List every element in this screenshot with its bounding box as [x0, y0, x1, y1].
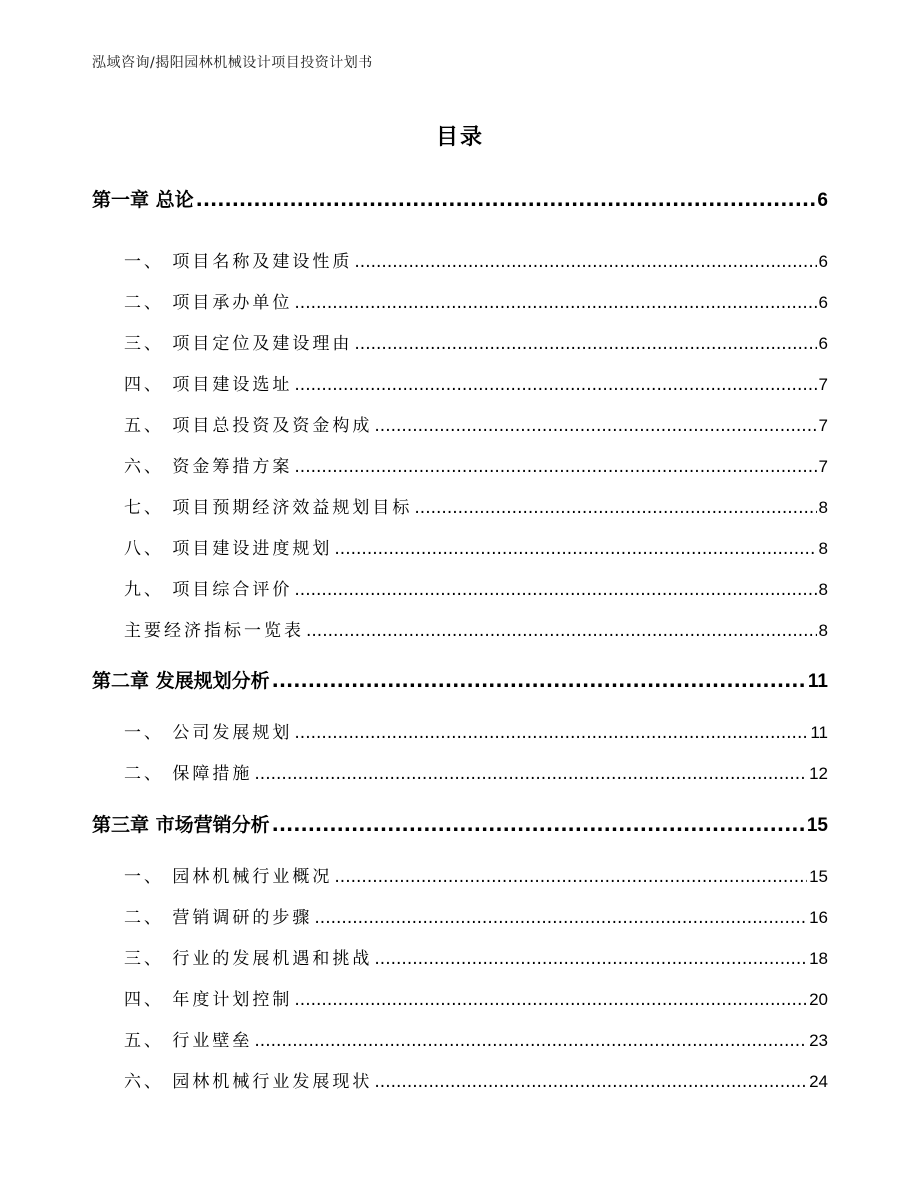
dot-leader — [272, 670, 806, 692]
toc-entry-page: 18 — [809, 949, 828, 968]
toc-entry-label: 一、 园林机械行业概况 — [124, 867, 333, 887]
toc-entry-label: 三、 行业的发展机遇和挑战 — [124, 949, 373, 969]
toc-entry-chapter-2[interactable] — [92, 666, 828, 693]
toc-entry-page: 23 — [809, 1031, 828, 1050]
toc-entry-label: 第三章 市场营销分析 — [92, 814, 270, 836]
toc-entry-page: 8 — [818, 498, 828, 517]
toc-entry-label: 一、 公司发展规划 — [124, 723, 293, 743]
toc-entry[interactable] — [124, 493, 828, 518]
toc-entry[interactable] — [124, 370, 828, 395]
dot-leader — [294, 580, 816, 600]
toc-entry-label: 二、 保障措施 — [124, 764, 253, 784]
toc-entry[interactable] — [124, 1026, 828, 1051]
dot-leader — [334, 539, 816, 559]
dot-leader — [294, 375, 816, 395]
toc-entry-label: 六、 资金筹措方案 — [124, 457, 293, 477]
toc-entry[interactable] — [124, 759, 828, 784]
toc-entry[interactable] — [124, 575, 828, 600]
toc-entry-page: 15 — [806, 815, 828, 836]
toc-entry-page: 16 — [809, 908, 828, 927]
toc-entry-label: 第二章 发展规划分析 — [92, 670, 270, 692]
toc-entry[interactable] — [124, 862, 828, 887]
toc-entry[interactable] — [124, 411, 828, 436]
toc-entry-page: 8 — [818, 539, 828, 558]
dot-leader — [294, 457, 816, 477]
dot-leader — [354, 334, 816, 354]
dot-leader — [272, 814, 805, 836]
running-header: 泓域咨询/揭阳园林机械设计项目投资计划书 — [92, 55, 373, 71]
dot-leader — [254, 1031, 807, 1051]
toc-entry-page: 20 — [809, 990, 828, 1009]
toc-entry-page: 7 — [818, 457, 828, 476]
toc-entry-label: 六、 园林机械行业发展现状 — [124, 1072, 373, 1092]
dot-leader — [254, 764, 807, 784]
dot-leader — [294, 723, 808, 743]
dot-leader — [294, 293, 816, 313]
toc-entry-page: 12 — [809, 764, 828, 783]
toc-entry[interactable] — [124, 616, 828, 641]
dot-leader — [374, 1072, 807, 1092]
toc-entry-page: 11 — [807, 671, 828, 692]
toc-entry[interactable] — [124, 985, 828, 1010]
toc-entry-label: 七、 项目预期经济效益规划目标 — [124, 498, 413, 518]
dot-leader — [294, 990, 807, 1010]
toc-entry-page: 6 — [818, 334, 828, 353]
toc-entry[interactable] — [124, 452, 828, 477]
toc-entry-page: 7 — [818, 375, 828, 394]
toc-entry-label: 主要经济指标一览表 — [124, 621, 304, 641]
toc-entry-page: 15 — [809, 867, 828, 886]
toc-entry-label: 五、 行业壁垒 — [124, 1031, 253, 1051]
toc-entry-page: 6 — [818, 252, 828, 271]
toc-entry-chapter-1[interactable] — [92, 185, 828, 212]
toc-entry-page: 11 — [810, 723, 828, 742]
toc-entry-label: 四、 项目建设选址 — [124, 375, 293, 395]
dot-leader — [354, 252, 816, 272]
dot-leader — [314, 908, 807, 928]
toc-entry[interactable] — [124, 944, 828, 969]
dot-leader — [306, 621, 817, 641]
toc-entry-page: 6 — [818, 293, 828, 312]
toc-entry-page: 8 — [818, 580, 828, 599]
toc-entry[interactable] — [124, 534, 828, 559]
toc-entry-page: 6 — [817, 190, 828, 211]
toc-entry-label: 一、 项目名称及建设性质 — [124, 252, 353, 272]
toc-entry[interactable] — [124, 288, 828, 313]
dot-leader — [196, 189, 816, 211]
toc-entry-chapter-3[interactable] — [92, 810, 828, 837]
toc-entry-label: 二、 营销调研的步骤 — [124, 908, 313, 928]
toc-entry-page: 8 — [818, 621, 828, 640]
dot-leader — [334, 867, 807, 887]
toc-entry-label: 八、 项目建设进度规划 — [124, 539, 333, 559]
toc-entry-label: 九、 项目综合评价 — [124, 580, 293, 600]
dot-leader — [414, 498, 816, 518]
toc-entry-page: 7 — [818, 416, 828, 435]
toc-entry-label: 五、 项目总投资及资金构成 — [124, 416, 373, 436]
toc-entry-label: 三、 项目定位及建设理由 — [124, 334, 353, 354]
page-title: 目录 — [435, 125, 484, 150]
toc-entry[interactable] — [124, 903, 828, 928]
toc-entry-label: 四、 年度计划控制 — [124, 990, 293, 1010]
dot-leader — [374, 416, 816, 436]
toc-entry-page: 24 — [809, 1072, 828, 1091]
toc-entry[interactable] — [124, 1067, 828, 1092]
toc-entry-label: 二、 项目承办单位 — [124, 293, 293, 313]
toc-entry[interactable] — [124, 247, 828, 272]
dot-leader — [374, 949, 807, 969]
toc-entry-label: 第一章 总论 — [92, 189, 194, 211]
toc-entry[interactable] — [124, 718, 828, 743]
toc-entry[interactable] — [124, 329, 828, 354]
